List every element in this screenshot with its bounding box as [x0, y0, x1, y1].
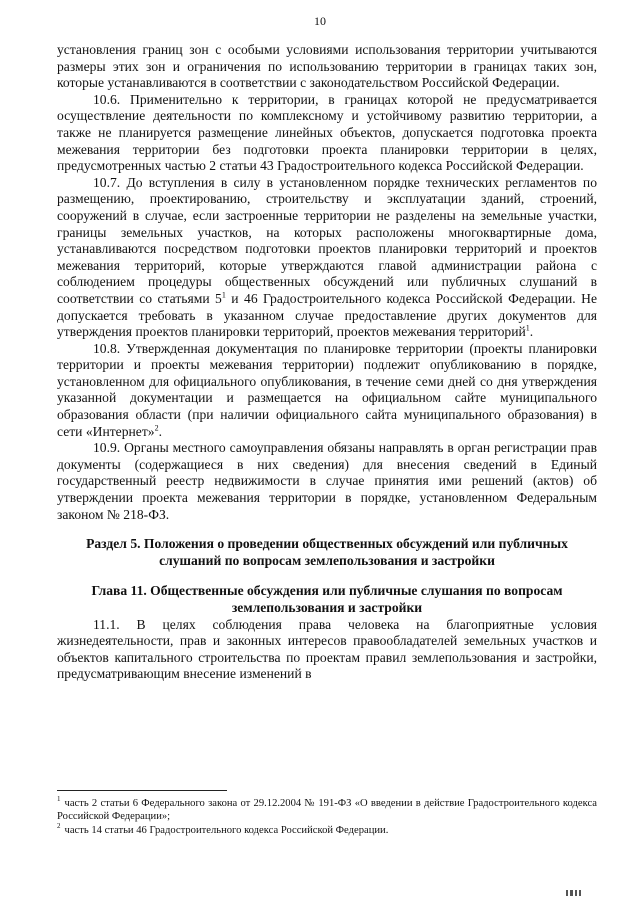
footnote-ref-2: 2 — [154, 423, 159, 433]
paragraph-10-7 — [57, 175, 597, 341]
footnote-divider — [57, 790, 227, 791]
paragraph-10-8 — [57, 341, 597, 441]
paragraph-10-7-part-b: и 46 Градостроительного кодекса Российской Федерации. Не допускается требовать в указанном случае предоставление других документов для утверждения проектов планировки территорий, проектов межевания территорий — [57, 290, 597, 340]
paragraph-10-9: 10.9. Органы местного самоуправления обязаны направлять в орган регистрации прав документы (содержащиеся в них сведения) для внесения сведений в Единый государственный реестр недвижимости в случае принятия ими решений (актов) об утверждении проекта межевания территории в порядке, установленном Федеральным законом № 218-ФЗ. — [57, 440, 597, 522]
footnote-ref-1: 1 — [221, 290, 226, 300]
footnote-marker: 2 — [57, 822, 61, 831]
paragraph-10-8-part-b: . — [158, 423, 162, 439]
footnotes — [57, 797, 597, 837]
scan-mark — [566, 890, 582, 896]
footnote-text: часть 2 статьи 6 Федерального закона от 29.12.2004 № 191-ФЗ «О введении в действие Градостроительного кодекса Российской Федерации»; — [57, 798, 597, 823]
page-number: 10 — [314, 14, 326, 28]
footnote-ref-1: 1 — [525, 323, 530, 333]
footnote-text: часть 14 статьи 46 Градостроительного кодекса Российской Федерации. — [64, 824, 389, 836]
paragraph-11-1: 11.1. В целях соблюдения права человека на благоприятные условия жизнедеятельности, прав и законных интересов правообладателей земельных участков и объектов капитального строительства по проектам правил землепользования и застройки, предусматривающим внесение изменений в — [57, 616, 597, 682]
document-body — [57, 42, 597, 683]
paragraph-10-6: 10.6. Применительно к территории, в границах которой не предусматривается осуществление деятельности по комплексному и устойчивому развитию территории, а также не планируется размещение линейных объектов, допускается подготовка проекта межевания территории без подготовки проекта планировки территории в целях, предусмотренных частью 2 статьи 43 Градостроительного кодекса Российской Федерации. — [57, 91, 597, 174]
footnote-1 — [57, 797, 597, 824]
paragraph-10-8-part-a: 10.8. Утвержденная документация по планировке территории (проекты планировки территории и проекты межевания территории) подлежит опубликованию в порядке, установленном для официального опубликования, в течение семи дней со дня утверждения указанной документации и размещается на официальном сайте муниципального образования области (при наличии официального сайта муниципального образования) в сети «Интернет» — [57, 340, 597, 439]
paragraph-10-7-part-c: . — [529, 324, 534, 340]
section-title: Раздел 5. Положения о проведении общественных обсуждений или публичных слушаний по вопросам землепользования и застройки — [86, 536, 568, 568]
chapter-title: Глава 11. Общественные обсуждения или публичные слушания по вопросам землепользования и застройки — [91, 583, 563, 615]
footnote-2 — [57, 824, 597, 837]
paragraph-10-7-part-a: 10.7. До вступления в силу в установленном порядке технических регламентов по размещению, проектированию, строительству и эксплуатации зданий, строений, сооружений в случае, если застроенные территории не разделены на земельные участки, границы земельных участков, на которых расположены многоквартирные дома, устанавливаются посредством подготовки проектов планировки территорий и проектов межевания территорий, которые утверждаются главой администрации района с соблюдением процедуры общественных обсуждений или публичных слушаний в соответствии со статьями 5 — [57, 174, 597, 306]
paragraph-continuation: установления границ зон с особыми условиями использования территории учитываются размеры этих зон и ограничения по использованию территории в границах таких зон, которые устанавливаются в соответствии с законодательством Российской Федерации. — [57, 42, 597, 91]
footnote-marker: 1 — [57, 795, 61, 804]
